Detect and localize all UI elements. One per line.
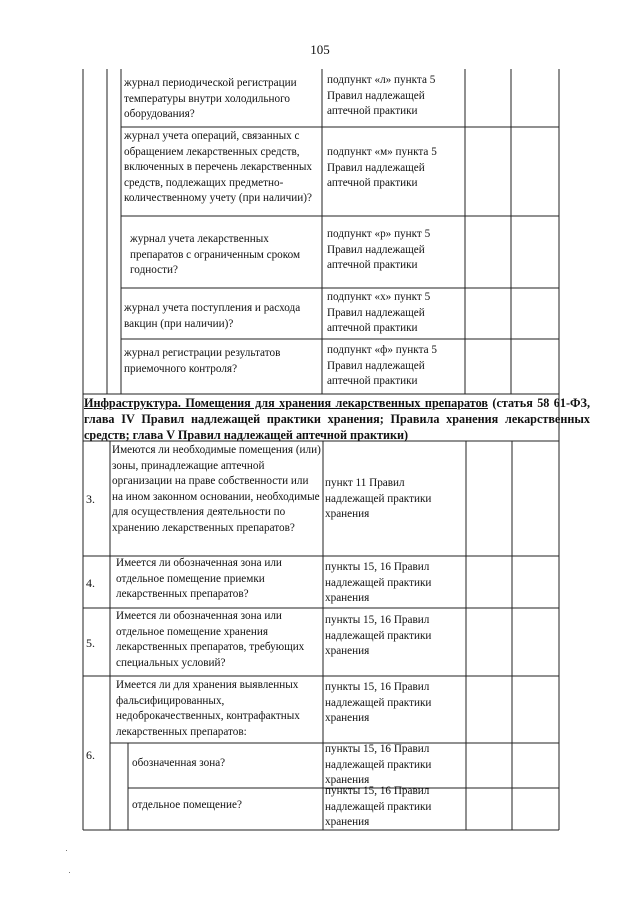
item-question: Имеются ли необходимые помещения (или) зоны, принадлежащие аптечной организации на праве собственности или на ином законном основании, необходимые для осуществления деятельности по хранению лекарственных препаратов? <box>112 444 321 534</box>
subitem-question: обозначенная зона? <box>132 757 226 769</box>
section-title: Инфраструктура. Помещения для хранения лекарственных препаратов <box>84 396 489 410</box>
row-question: журнал периодической регистрации температуры внутри холодильного оборудования? <box>124 77 297 120</box>
row-question: журнал учета лекарственных препаратов с ограниченным сроком годности? <box>130 233 301 276</box>
subitem-reference: пункты 15, 16 Правил надлежащей практики хранения <box>325 743 432 786</box>
subitem-question: отдельное помещение? <box>132 799 242 811</box>
item-reference: пункты 15, 16 Правил надлежащей практики хранения <box>325 561 432 604</box>
item-number: 4. <box>86 576 95 590</box>
section-title-rest: (статья 58 61-ФЗ, глава IV Правил надлежащей практики хранения; Правила хранения лекарственных средств; глава V Правил надлежащей аптечной практики) <box>84 396 590 442</box>
row-reference: подпункт «м» пункта 5 Правил надлежащей аптечной практики <box>327 146 437 189</box>
item-reference: пункты 15, 16 Правил надлежащей практики хранения <box>325 614 432 657</box>
row-reference: подпункт «х» пункт 5 Правил надлежащей аптечной практики <box>327 291 431 334</box>
item-number: 3. <box>86 492 95 506</box>
item-number: 6. <box>86 748 95 762</box>
item-reference: пункт 11 Правил надлежащей практики хранения <box>325 477 432 520</box>
item-reference: пункты 15, 16 Правил надлежащей практики хранения <box>325 681 432 724</box>
item-question: Имеется ли для хранения выявленных фальсифицированных, недоброкачественных, контрафактных лекарственных препаратов: <box>116 679 300 738</box>
subitem-reference: пункты 15, 16 Правил надлежащей практики хранения <box>325 785 432 828</box>
row-question: журнал учета операций, связанных с обращением лекарственных средств, включенных в перечень лекарственных средств, подлежащих предметно-количественному учету (при наличии)? <box>124 130 312 204</box>
row-reference: подпункт «ф» пункта 5 Правил надлежащей аптечной практики <box>327 344 437 387</box>
row-question: журнал учета поступления и расхода вакцин (при наличии)? <box>124 302 301 330</box>
item-question: Имеется ли обозначенная зона или отдельное помещение приемки лекарственных препаратов? <box>116 557 282 600</box>
row-question: журнал регистрации результатов приемочного контроля? <box>124 347 281 375</box>
row-reference: подпункт «л» пункта 5 Правил надлежащей аптечной практики <box>327 74 436 117</box>
section-header <box>84 395 590 443</box>
scan-speck <box>69 872 70 873</box>
row-reference: подпункт «р» пункт 5 Правил надлежащей аптечной практики <box>327 228 431 271</box>
item-question: Имеется ли обозначенная зона или отдельное помещение хранения лекарственных препаратов, требующих специальных условий? <box>116 610 305 669</box>
scan-speck <box>66 850 67 851</box>
item-number: 5. <box>86 636 95 650</box>
page-number: 105 <box>310 42 330 57</box>
